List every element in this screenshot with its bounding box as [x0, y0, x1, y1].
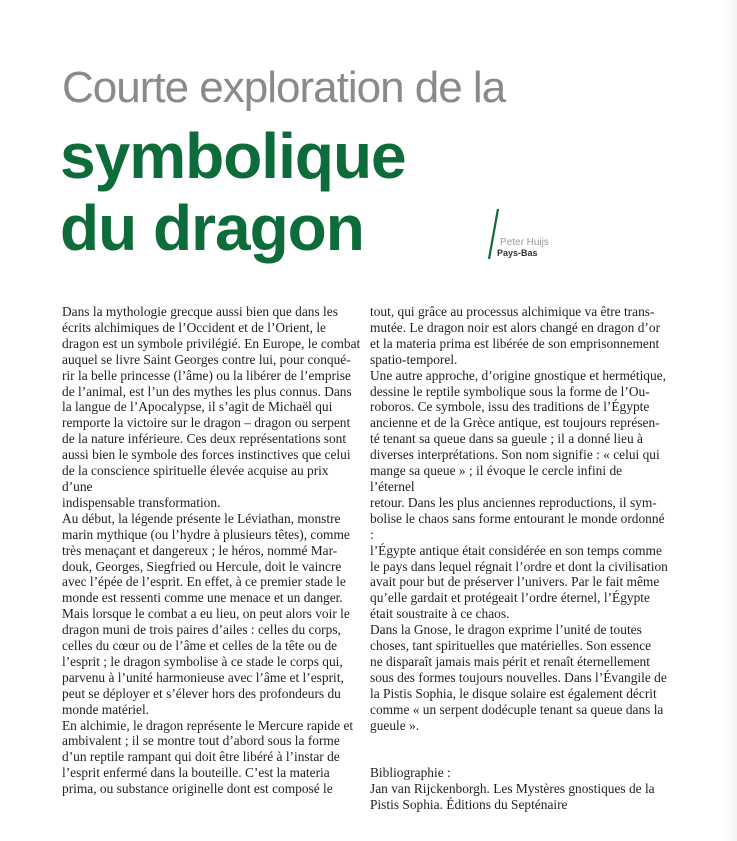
bibliography-entry: Jan van Rijckenborgh. Les Mystères gnostiques de la Pistis Sophia. Éditions du Septénaire: [370, 781, 655, 813]
title-main-line1: symbolique: [60, 120, 406, 192]
paragraph: Au début, la légende présente le Léviathan, monstre marin mythique (ou l’hydre à plusieurs têtes), comme très menaçant et dangereux ; le héros, nommé Mar- douk, Georges, Siegfried ou Hercule, doit le vaincre avec l’épée de l’esprit. En effet, à ce premier stade le monde est ressenti comme une menace et un danger.: [62, 510, 350, 606]
paragraph: tout, qui grâce au processus alchimique va être trans- mutée. Le dragon noir est alors changé en dragon d’or et la materia prima est libérée de son emprisonnement spatio-temporel.: [370, 304, 661, 367]
author-name: Peter Huijs: [500, 237, 549, 248]
paragraph: Mais lorsque le combat a eu lieu, on peut alors voir le dragon muni de trois paires d’ailes : celles du corps, celles du cœur ou de l’âme et celles de la tête ou de l’esprit ; le dragon symbolise à ce stade le corps qui, parvenu à l’unité harmonieuse avec l’âme et l’esprit, peut se déployer et s’élever hors des profondeurs du monde matériel.: [62, 606, 350, 717]
byline: [486, 208, 576, 258]
bibliography-label: Bibliographie :: [370, 765, 451, 781]
paragraph: Dans la mythologie grecque aussi bien que dans les écrits alchimiques de l’Occident et de l’Orient, le dragon est un symbole privilégié. En Europe, le combat auquel se livre Saint Georges contre lui, pour conqué- rir la belle princesse (l’âme) ou la libérer de l’emprise de l’animal, est l’un des mythes les plus connus. Dans la langue de l’Apocalypse, il s’agit de Michaël qui remporte la victoire sur le dragon – dragon ou serpent de la nature inférieure. Ces deux représentations sont aussi bien le symbole des forces instinctives que celui de la conscience spirituelle élevée acquise au prix d’une indispensable transformation.: [62, 304, 361, 510]
paragraph: Dans la Gnose, le dragon exprime l’unité de toutes choses, tant spirituelles que matérielles. Son essence ne disparaît jamais mais périt et renaît éternellement sous des formes toujours nouvelles. Dans l’Évangile de la Pistis Sophia, le disque solaire est également décrit comme « un serpent dodécuple tenant sa queue dans la gueule ».: [370, 622, 667, 733]
author-country: Pays-Bas: [497, 248, 538, 258]
title-kicker: Courte exploration de la: [62, 63, 506, 112]
paragraph: En alchimie, le dragon représente le Mercure rapide et ambivalent ; il se montre tout d’abord sous la forme d’un reptile rampant qui doit être libéré à l’instar de l’esprit enfermé dans la bouteille. C’est la materia prima, ou substance originelle dont est composé le: [62, 717, 354, 797]
page-edge-shadow: [725, 0, 737, 841]
paragraph: Une autre approche, d’origine gnostique et hermétique, dessine le reptile symbolique sous la forme de l’Ou- roboros. Ce symbole, issu des traditions de l’Égypte ancienne et de la Grèce antique, est toujours représen- té tenant sa queue dans sa gueule ; il a donné lieu à diverses interprétations. Son nom signifie : « celui qui mange sa queue » ; il évoque le cercle infini de l’éternel retour. Dans les plus anciennes reproductions, il sym- bolise le chaos sans forme entourant le monde ordonné : l’Égypte antique était considérée en son temps comme le pays dans lequel régnait l’ordre et dont la civilisation avait pour but de préserver l’univers. Par le fait même qu’elle gardait et protégeait l’ordre éternel, l’Égypte était soustraite à ce chaos.: [370, 367, 668, 622]
article-column-right: [370, 304, 668, 813]
article-column-left: [62, 304, 362, 797]
title-main-line2: du dragon: [60, 192, 364, 264]
